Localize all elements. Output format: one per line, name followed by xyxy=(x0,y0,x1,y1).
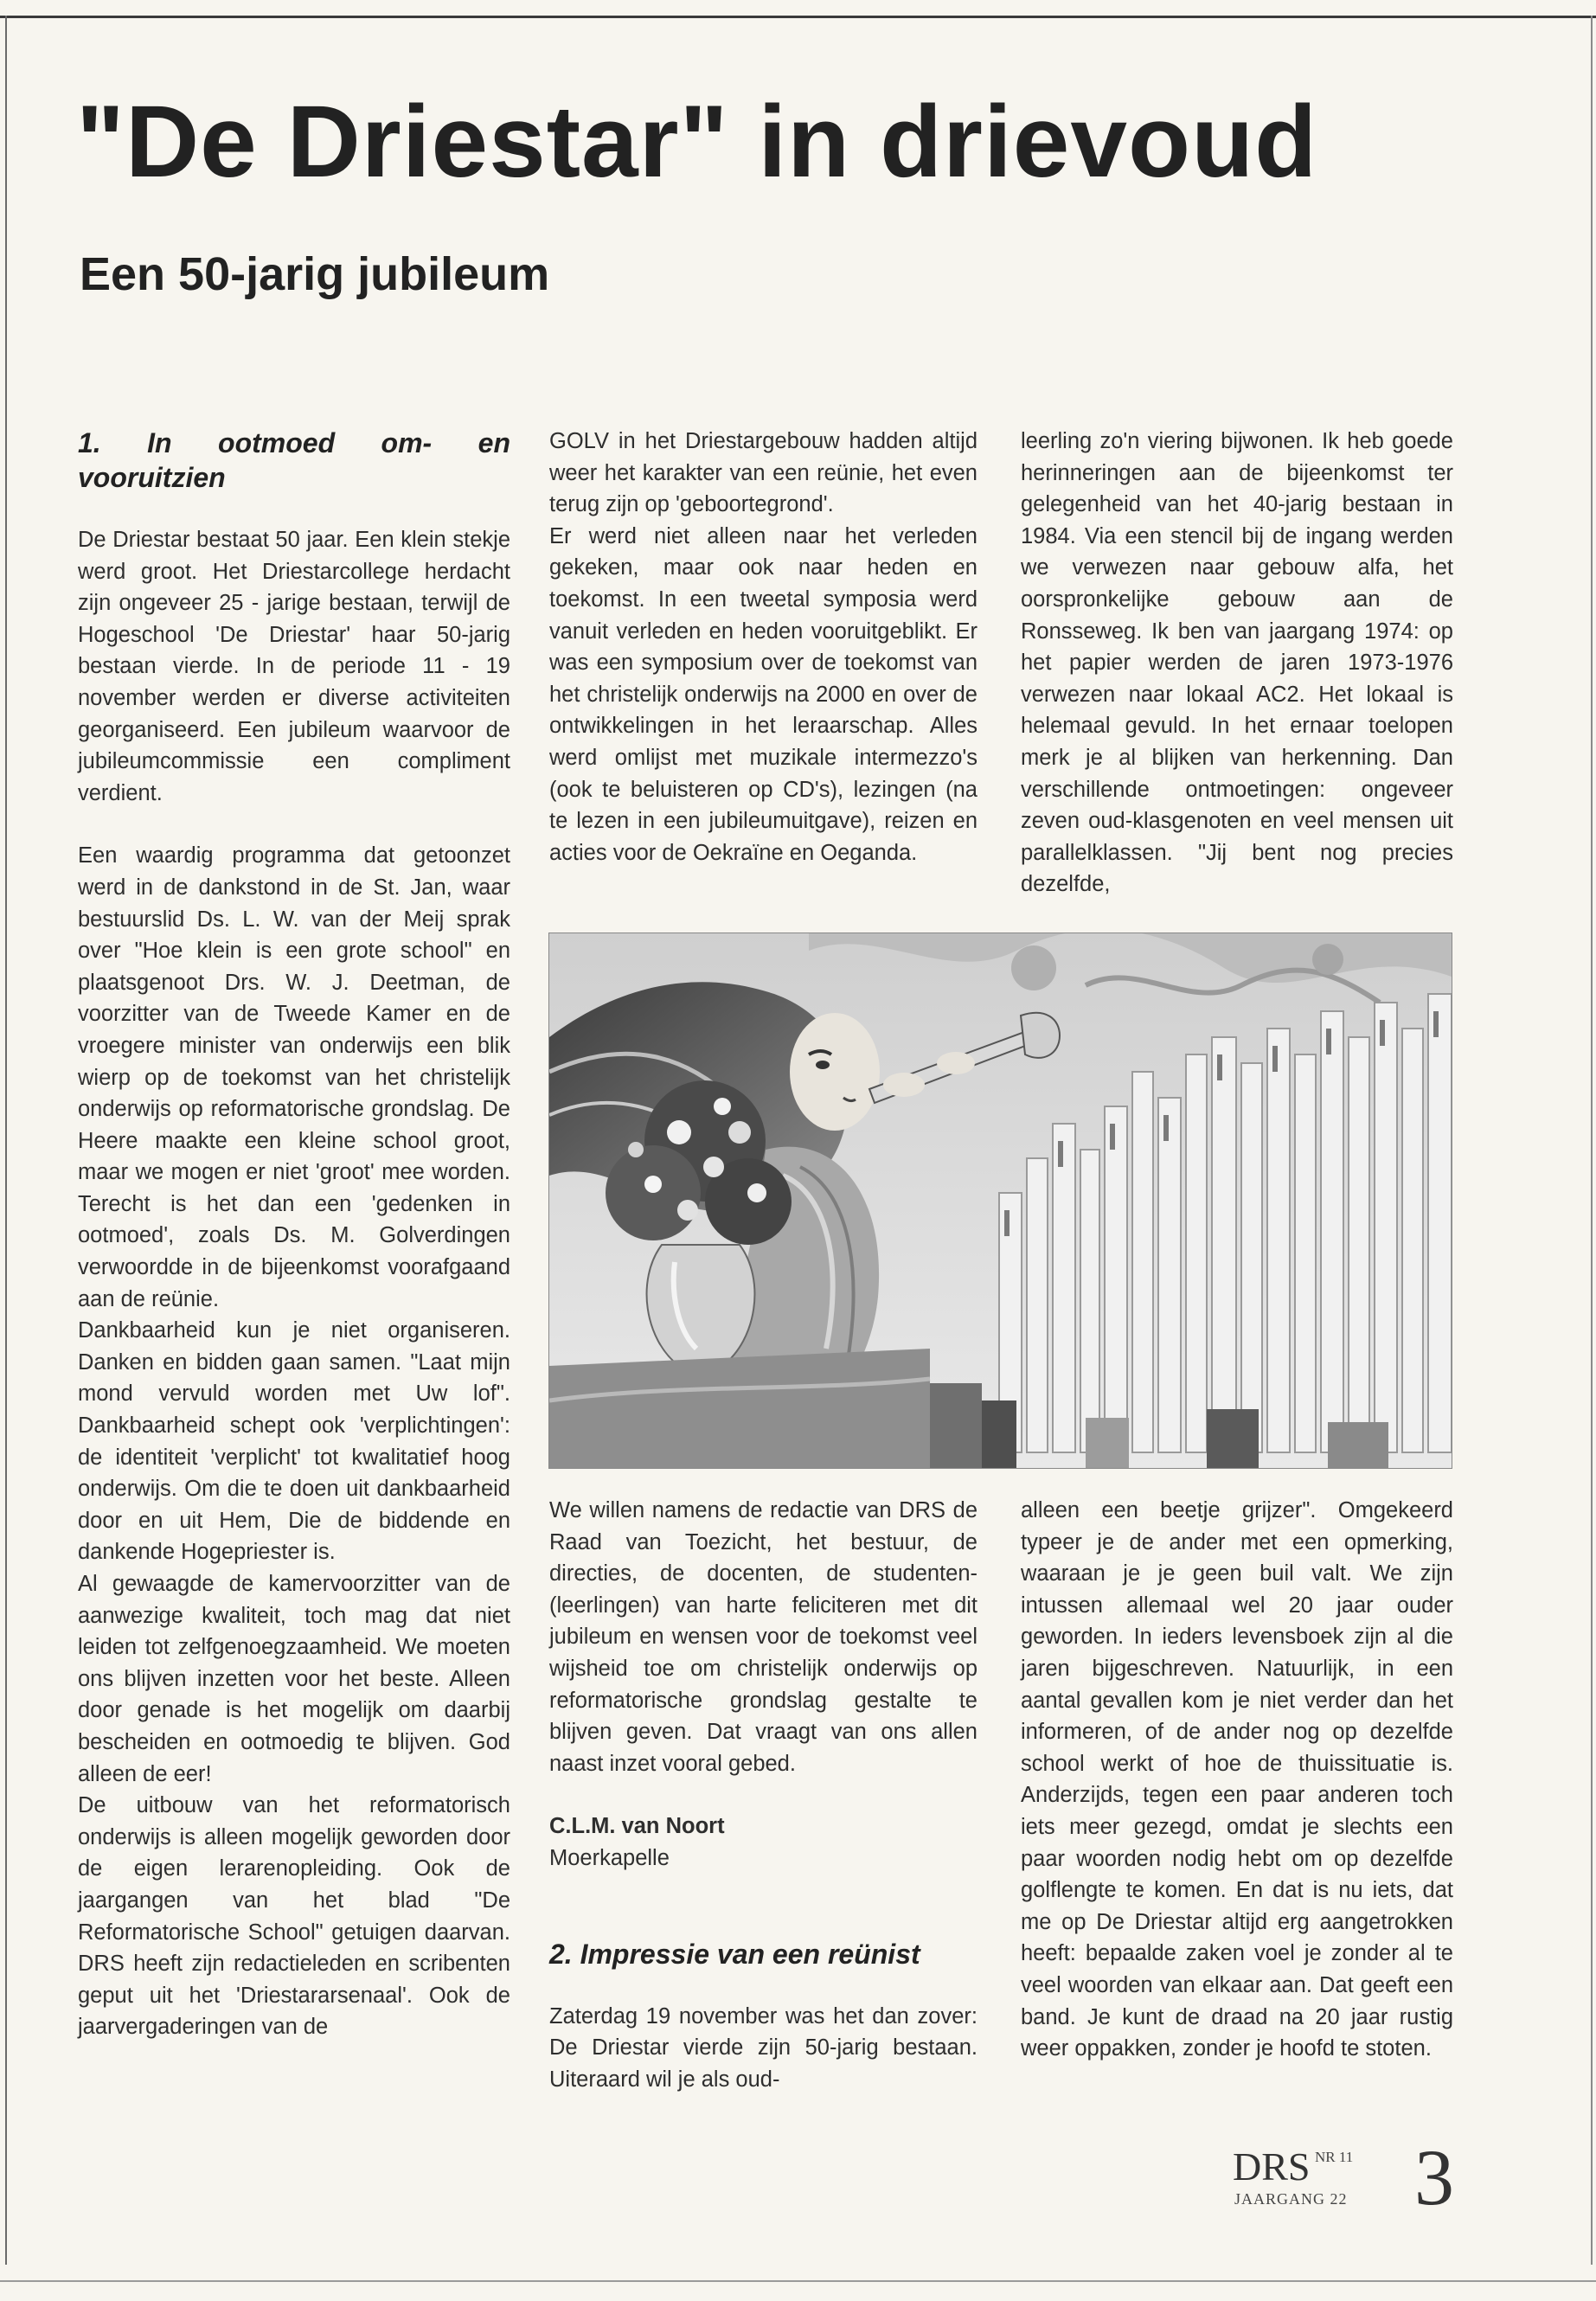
issue-number: NR 11 xyxy=(1315,2149,1354,2165)
left-page-edge xyxy=(5,16,7,2265)
paragraph: De Driestar bestaat 50 jaar. Een klein stekje werd groot. Het Driestarcollege herdacht zijn ongeveer 25 - jarige bestaan, terwijl de Hogeschool 'De Driestar' haar 50-jarig bestaan vierde. In de periode 11 - 19 november werden er diverse activiteiten georganiseerd. Een jubileum waarvoor de jubileumcommissie een compliment verdient. xyxy=(78,528,510,805)
page-footer xyxy=(1233,2133,1484,2239)
page-number: 3 xyxy=(1414,2133,1454,2221)
column-2-top xyxy=(549,426,977,868)
jubilee-artwork-illustration xyxy=(548,933,1452,1469)
paragraph: GOLV in het Driestargebouw hadden altijd weer het karakter van een reünie, het even terug zijn op 'geboortegrond'. xyxy=(549,429,977,517)
top-rule xyxy=(0,16,1596,18)
paragraph: Een waardig programma dat getoonzet werd in de dankstond in de St. Jan, waar bestuurslid Ds. L. W. van der Meij sprak over "Hoe klein is een grote school" en plaatsgenoot Drs. W. J. Deetman, de voorzitter van de Tweede Kamer en de vroegere minister van onderwijs een blik wierp op de toekomst van het christelijk onderwijs op reformatorische grondslag. De Heere maakte een kleine school groot, maar we mogen er niet 'groot' mee worden. Terecht is het dan een 'gedenken in ootmoed', zoals Ds. M. Golverdingen verwoordde in de bijeenkomst voorafgaand aan de reünie. xyxy=(78,843,510,1311)
author-place: Moerkapelle xyxy=(549,1845,670,1870)
column-3-bottom xyxy=(1021,1495,1453,2065)
right-page-edge xyxy=(1591,16,1593,2265)
paragraph: We willen namens de redactie van DRS de Raad van Toezicht, het bestuur, de directies, de docenten, de studenten-(leerlingen) van harte feliciteren met dit jubileum en wensen voor de toekomst veel wijsheid toe om christelijk onderwijs op reformatorische grondslag gestalte te blijven geven. Dat vraagt van ons allen naast inzet vooral gebed. xyxy=(549,1498,977,1776)
article-title: "De Driestar" in drievoud xyxy=(76,85,1318,199)
column-1 xyxy=(78,426,510,2043)
bottom-page-edge xyxy=(0,2280,1596,2282)
column-2-bottom xyxy=(549,1495,977,2095)
article-subtitle: Een 50-jarig jubileum xyxy=(80,248,550,300)
author-signature xyxy=(549,1811,977,1874)
paragraph: De uitbouw van het reformatorisch onderwijs is alleen mogelijk geworden door de eigen lerarenopleiding. Ook de jaargangen van het blad "De Reformatorische School" getuigen daarvan. DRS heeft zijn redactieleden en scribenten geput uit het 'Driestararsenaal'. Ook de jaarvergaderingen van de xyxy=(78,1793,510,2040)
paragraph: Er werd niet alleen naar het verleden gekeken, maar ook naar heden en toekomst. In een tweetal symposia werd vanuit verleden en heden vooruitgeblikt. Er was een symposium over de toekomst van het christelijk onderwijs na 2000 en over de ontwikkelingen in het leraarschap. Alles werd omlijst met muzikale intermezzo's (ook te beluisteren op CD's), lezingen (na te lezen in een jubileumuitgave), reizen en acties voor de Oekraïne en Oeganda. xyxy=(549,523,977,865)
section-2-heading: 2. Impressie van een reünist xyxy=(549,1938,920,1970)
paragraph: Al gewaagde de kamervoorzitter van de aanwezige kwaliteit, toch mag dat niet leiden tot zelfgenoegzaamheid. We moeten ons blijven inzetten voor het beste. Alleen door genade is het mogelijk om daarbij bescheiden en ootmoedig te blijven. God alleen de eer! xyxy=(78,1572,510,1786)
column-3-top xyxy=(1021,426,1453,901)
artwork-svg xyxy=(549,933,1452,1468)
paragraph: Zaterdag 19 november was het dan zover: De Driestar vierde zijn 50-jarig bestaan. Uiteraard wil je als oud- xyxy=(549,2003,977,2092)
author-name: C.L.M. van Noort xyxy=(549,1814,725,1839)
magazine-name: DRS xyxy=(1233,2144,1311,2189)
volume-label: JAARGANG 22 xyxy=(1234,2190,1348,2208)
paragraph: leerling zo'n viering bijwonen. Ik heb goede herinneringen aan de bijeenkomst ter gelegenheid van het 40-jarig bestaan in 1984. Via een stencil bij de ingang werden we verwezen naar gebouw alfa, het oorspronkelijke gebouw aan de Ronsseweg. Ik ben van jaargang 1974: op het papier werden de jaren 1973-1976 verwezen naar lokaal AC2. Het lokaal is helemaal gevuld. In het ernaar toelopen merk je al blijken van herkenning. Dan verschillende ontmoetingen: ongeveer zeven oud-klasgenoten en veel mensen uit parallelklassen. "Jij bent nog precies dezelfde, xyxy=(1021,429,1453,897)
paragraph: alleen een beetje grijzer". Omgekeerd typeer je de ander met een opmerking, waaraan je je geen buil valt. We zijn intussen allemaal wel 20 jaar ouder geworden. In ieders levensboek zijn al die jaren bijgeschreven. Natuurlijk, in een aantal gevallen kom je niet verder dan het informeren, of de ander nog op dezelfde school werkt of hoe de thuissituatie is. Anderzijds, tegen een paar anderen toch iets meer gezegd, omdat je slechts een paar woorden nodig hebt om op dezelfde golflengte te komen. En dat is nu iets, dat me op De Driestar altijd erg aangetrokken heeft: bepaalde zaken voel je zonder al te veel woorden van elkaar aan. Dat geeft een band. Je kunt de draad na 20 jaar rustig weer oppakken, zonder je hoofd te stoten. xyxy=(1021,1498,1453,2061)
section-1-heading: 1. In ootmoed om- en vooruitzien xyxy=(78,427,510,493)
paragraph: Dankbaarheid kun je niet organiseren. Danken en bidden gaan samen. "Laat mijn mond vervuld worden met Uw lof". Dankbaarheid schept ook 'verplichtingen': de identiteit 'verplicht' tot kwalitatief hoog onderwijs. Om die te doen uit dankbaarheid door en uit Hem, Die de biddende en dankende Hogepriester is. xyxy=(78,1318,510,1565)
